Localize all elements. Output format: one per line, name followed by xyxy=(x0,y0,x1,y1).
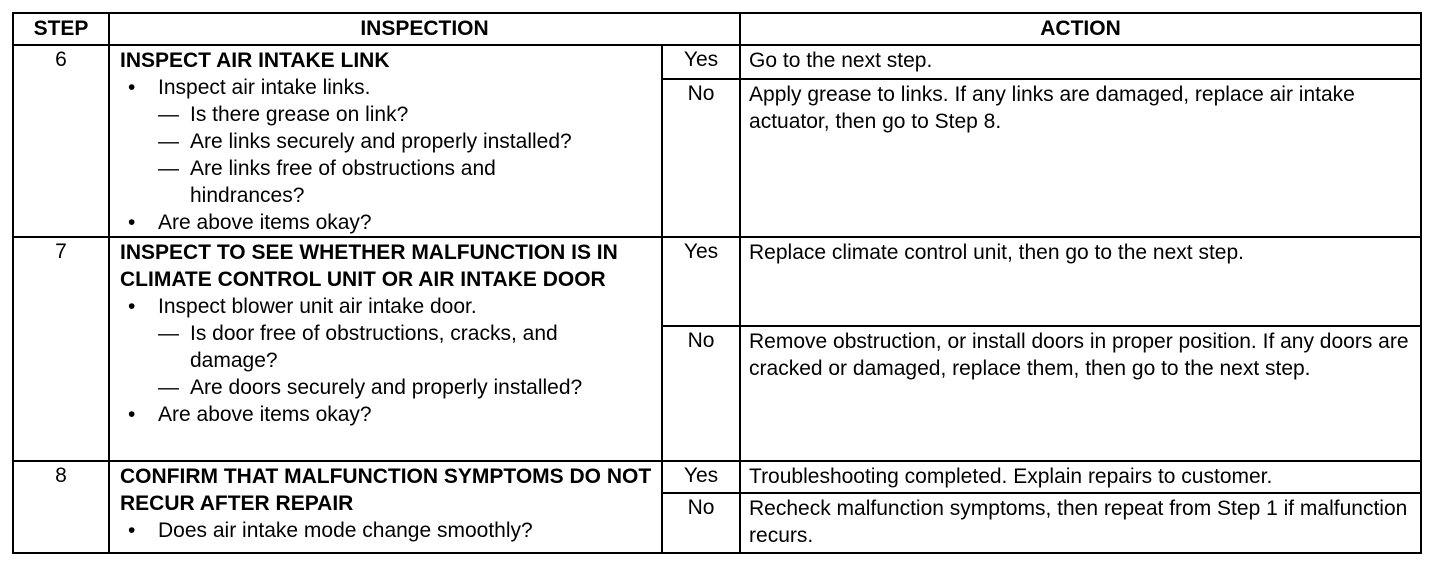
header-row xyxy=(13,13,1421,45)
yes-label: Yes xyxy=(662,45,740,79)
dash-glyph: — xyxy=(158,157,179,180)
step-row-8-yes xyxy=(13,461,1421,493)
step-row-7-yes xyxy=(13,237,1421,326)
bullet-item: • Inspect blower unit air intake door. xyxy=(120,293,653,320)
dash-item-text: Is there grease on link? xyxy=(190,103,409,126)
inspection-list xyxy=(120,517,653,544)
dash-glyph: — xyxy=(158,322,179,345)
no-action: Apply grease to links. If any links are damaged, replace air intake actuator, then go to Step 8. xyxy=(740,79,1421,237)
step-number: 7 xyxy=(13,237,109,461)
bullet-item: • Inspect air intake links. xyxy=(120,74,653,101)
dash-item-text: Are doors securely and properly installed? xyxy=(190,376,583,399)
troubleshooting-table xyxy=(12,12,1422,554)
header-action: ACTION xyxy=(740,13,1421,45)
inspection-cell xyxy=(109,461,662,553)
step-number: 8 xyxy=(13,461,109,553)
header-inspection: INSPECTION xyxy=(109,13,740,45)
dash-item-text: Are links free of obstructions and hindrances? xyxy=(190,157,496,207)
dash-glyph: — xyxy=(158,103,179,126)
no-action: Remove obstruction, or install doors in proper position. If any doors are cracked or damaged, replace them, then go to the next step. xyxy=(740,326,1421,461)
no-label: No xyxy=(662,326,740,461)
dash-glyph: — xyxy=(158,376,179,399)
no-label: No xyxy=(662,79,740,237)
dash-item xyxy=(120,320,653,374)
dash-item xyxy=(120,101,653,128)
yes-action: Go to the next step. xyxy=(740,45,1421,79)
step-row-6-yes xyxy=(13,45,1421,79)
inspection-list xyxy=(120,293,653,428)
header-step: STEP xyxy=(13,13,109,45)
yes-label: Yes xyxy=(662,461,740,493)
no-label: No xyxy=(662,493,740,553)
yes-action: Troubleshooting completed. Explain repairs to customer. xyxy=(740,461,1421,493)
dash-glyph: — xyxy=(158,130,179,153)
no-action: Recheck malfunction symptoms, then repeat from Step 1 if malfunction recurs. xyxy=(740,493,1421,553)
dash-item xyxy=(120,155,653,209)
inspection-cell xyxy=(109,237,662,461)
dash-item-text: Are links securely and properly installed? xyxy=(190,130,572,153)
step-title: INSPECT AIR INTAKE LINK xyxy=(120,49,390,72)
dash-item xyxy=(120,128,653,155)
yes-label: Yes xyxy=(662,237,740,326)
step-title: CONFIRM THAT MALFUNCTION SYMPTOMS DO NOT RECUR AFTER REPAIR xyxy=(120,465,652,515)
bullet-item: • Are above items okay? xyxy=(120,209,653,236)
bullet-item: • Does air intake mode change smoothly? xyxy=(120,517,653,544)
inspection-cell xyxy=(109,45,662,237)
step-number: 6 xyxy=(13,45,109,237)
step-title: INSPECT TO SEE WHETHER MALFUNCTION IS IN CLIMATE CONTROL UNIT OR AIR INTAKE DOOR xyxy=(120,241,618,291)
inspection-list xyxy=(120,74,653,236)
dash-item-text: Is door free of obstructions, cracks, and damage? xyxy=(190,322,558,372)
dash-item xyxy=(120,374,653,401)
bullet-item: • Are above items okay? xyxy=(120,401,653,428)
yes-action: Replace climate control unit, then go to the next step. xyxy=(740,237,1421,326)
